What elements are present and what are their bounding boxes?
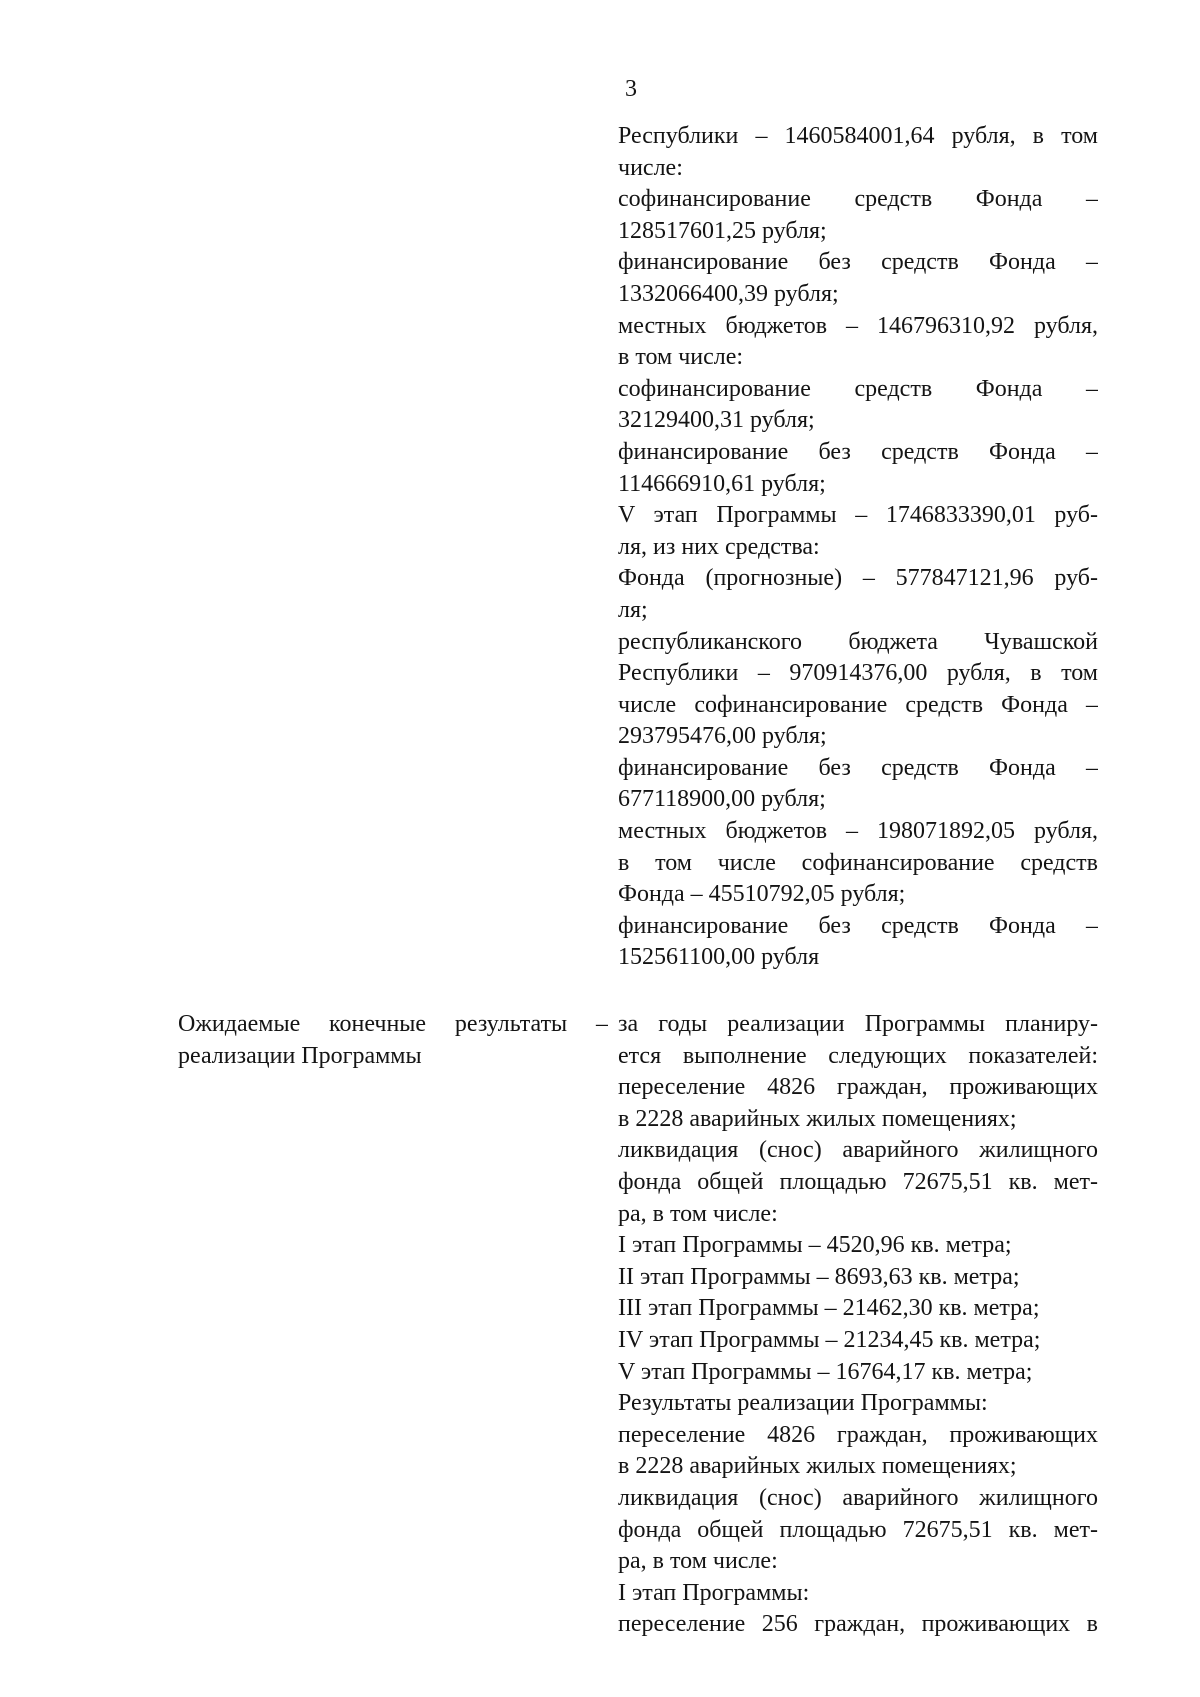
text-line: II этап Программы – 8693,63 кв. метра;: [618, 1263, 1020, 1290]
label-line: Ожидаемые конечные результаты –: [178, 1011, 608, 1037]
text-line: V этап Программы – 16764,17 кв. метра;: [618, 1358, 1033, 1385]
text-line: в том числе:: [618, 344, 744, 371]
text-line: Фонда – 45510792,05 рубля;: [618, 881, 906, 908]
results-text: [618, 1009, 1098, 1641]
text-line: V этап Программы – 1746833390,01 руб-: [618, 502, 1098, 529]
text-line: в том числе софинансирование средств: [618, 849, 1098, 876]
text-line: финансирование без средств Фонда –: [618, 438, 1098, 465]
text-line: ется выполнение следующих показателей:: [618, 1042, 1098, 1069]
text-line: 677118900,00 рубля;: [618, 786, 826, 813]
text-line: переселение 4826 граждан, проживающих: [618, 1074, 1098, 1101]
text-line: Фонда (прогнозные) – 577847121,96 руб-: [618, 565, 1098, 592]
text-line: ра, в том числе:: [618, 1548, 778, 1575]
text-line: I этап Программы – 4520,96 кв. метра;: [618, 1232, 1012, 1259]
text-line: 1332066400,39 рубля;: [618, 280, 839, 307]
text-line: переселение 4826 граждан, проживающих: [618, 1421, 1098, 1448]
financing-continuation: [618, 121, 1098, 974]
text-line: Республики – 1460584001,64 рубля, в том: [618, 123, 1098, 149]
text-line: в 2228 аварийных жилых помещениях;: [618, 1105, 1017, 1132]
text-line: 293795476,00 рубля;: [618, 723, 827, 750]
text-line: республиканского бюджета Чувашской: [618, 628, 1098, 655]
text-line: IV этап Программы – 21234,45 кв. метра;: [618, 1326, 1041, 1353]
text-line: ля, из них средства:: [618, 533, 820, 560]
text-line: финансирование без средств Фонда –: [618, 754, 1098, 781]
text-line: софинансирование средств Фонда –: [618, 375, 1098, 402]
text-line: III этап Программы – 21462,30 кв. метра;: [618, 1295, 1040, 1322]
text-line: фонда общей площадью 72675,51 кв. мет-: [618, 1516, 1098, 1543]
text-line: ра, в том числе:: [618, 1200, 778, 1227]
text-line: 128517601,25 рубля;: [618, 217, 827, 244]
text-line: местных бюджетов – 198071892,05 рубля,: [618, 818, 1098, 845]
text-line: ликвидация (снос) аварийного жилищного: [618, 1137, 1098, 1164]
text-line: I этап Программы:: [618, 1579, 810, 1606]
text-line: 152561100,00 рубля: [618, 944, 820, 971]
text-line: числе:: [618, 154, 683, 181]
label-line: реализации Программы: [178, 1042, 422, 1069]
text-line: софинансирование средств Фонда –: [618, 186, 1098, 213]
text-line: 114666910,61 рубля;: [618, 470, 826, 497]
text-line: Результаты реализации Программы:: [618, 1390, 988, 1417]
page-number: 3: [625, 76, 637, 102]
results-label: [178, 1009, 608, 1072]
text-line: числе софинансирование средств Фонда –: [618, 691, 1098, 718]
text-line: фонда общей площадью 72675,51 кв. мет-: [618, 1168, 1098, 1195]
text-line: финансирование без средств Фонда –: [618, 912, 1098, 939]
text-line: в 2228 аварийных жилых помещениях;: [618, 1453, 1017, 1480]
text-line: Республики – 970914376,00 рубля, в том: [618, 660, 1098, 687]
text-line: финансирование без средств Фонда –: [618, 249, 1098, 276]
text-line: ликвидация (снос) аварийного жилищного: [618, 1484, 1098, 1511]
text-line: переселение 256 граждан, проживающих в: [618, 1611, 1098, 1638]
text-line: местных бюджетов – 146796310,92 рубля,: [618, 312, 1098, 339]
text-line: 32129400,31 рубля;: [618, 407, 815, 434]
text-line: за годы реализации Программы планиру-: [618, 1011, 1098, 1037]
text-line: ля;: [618, 596, 648, 623]
